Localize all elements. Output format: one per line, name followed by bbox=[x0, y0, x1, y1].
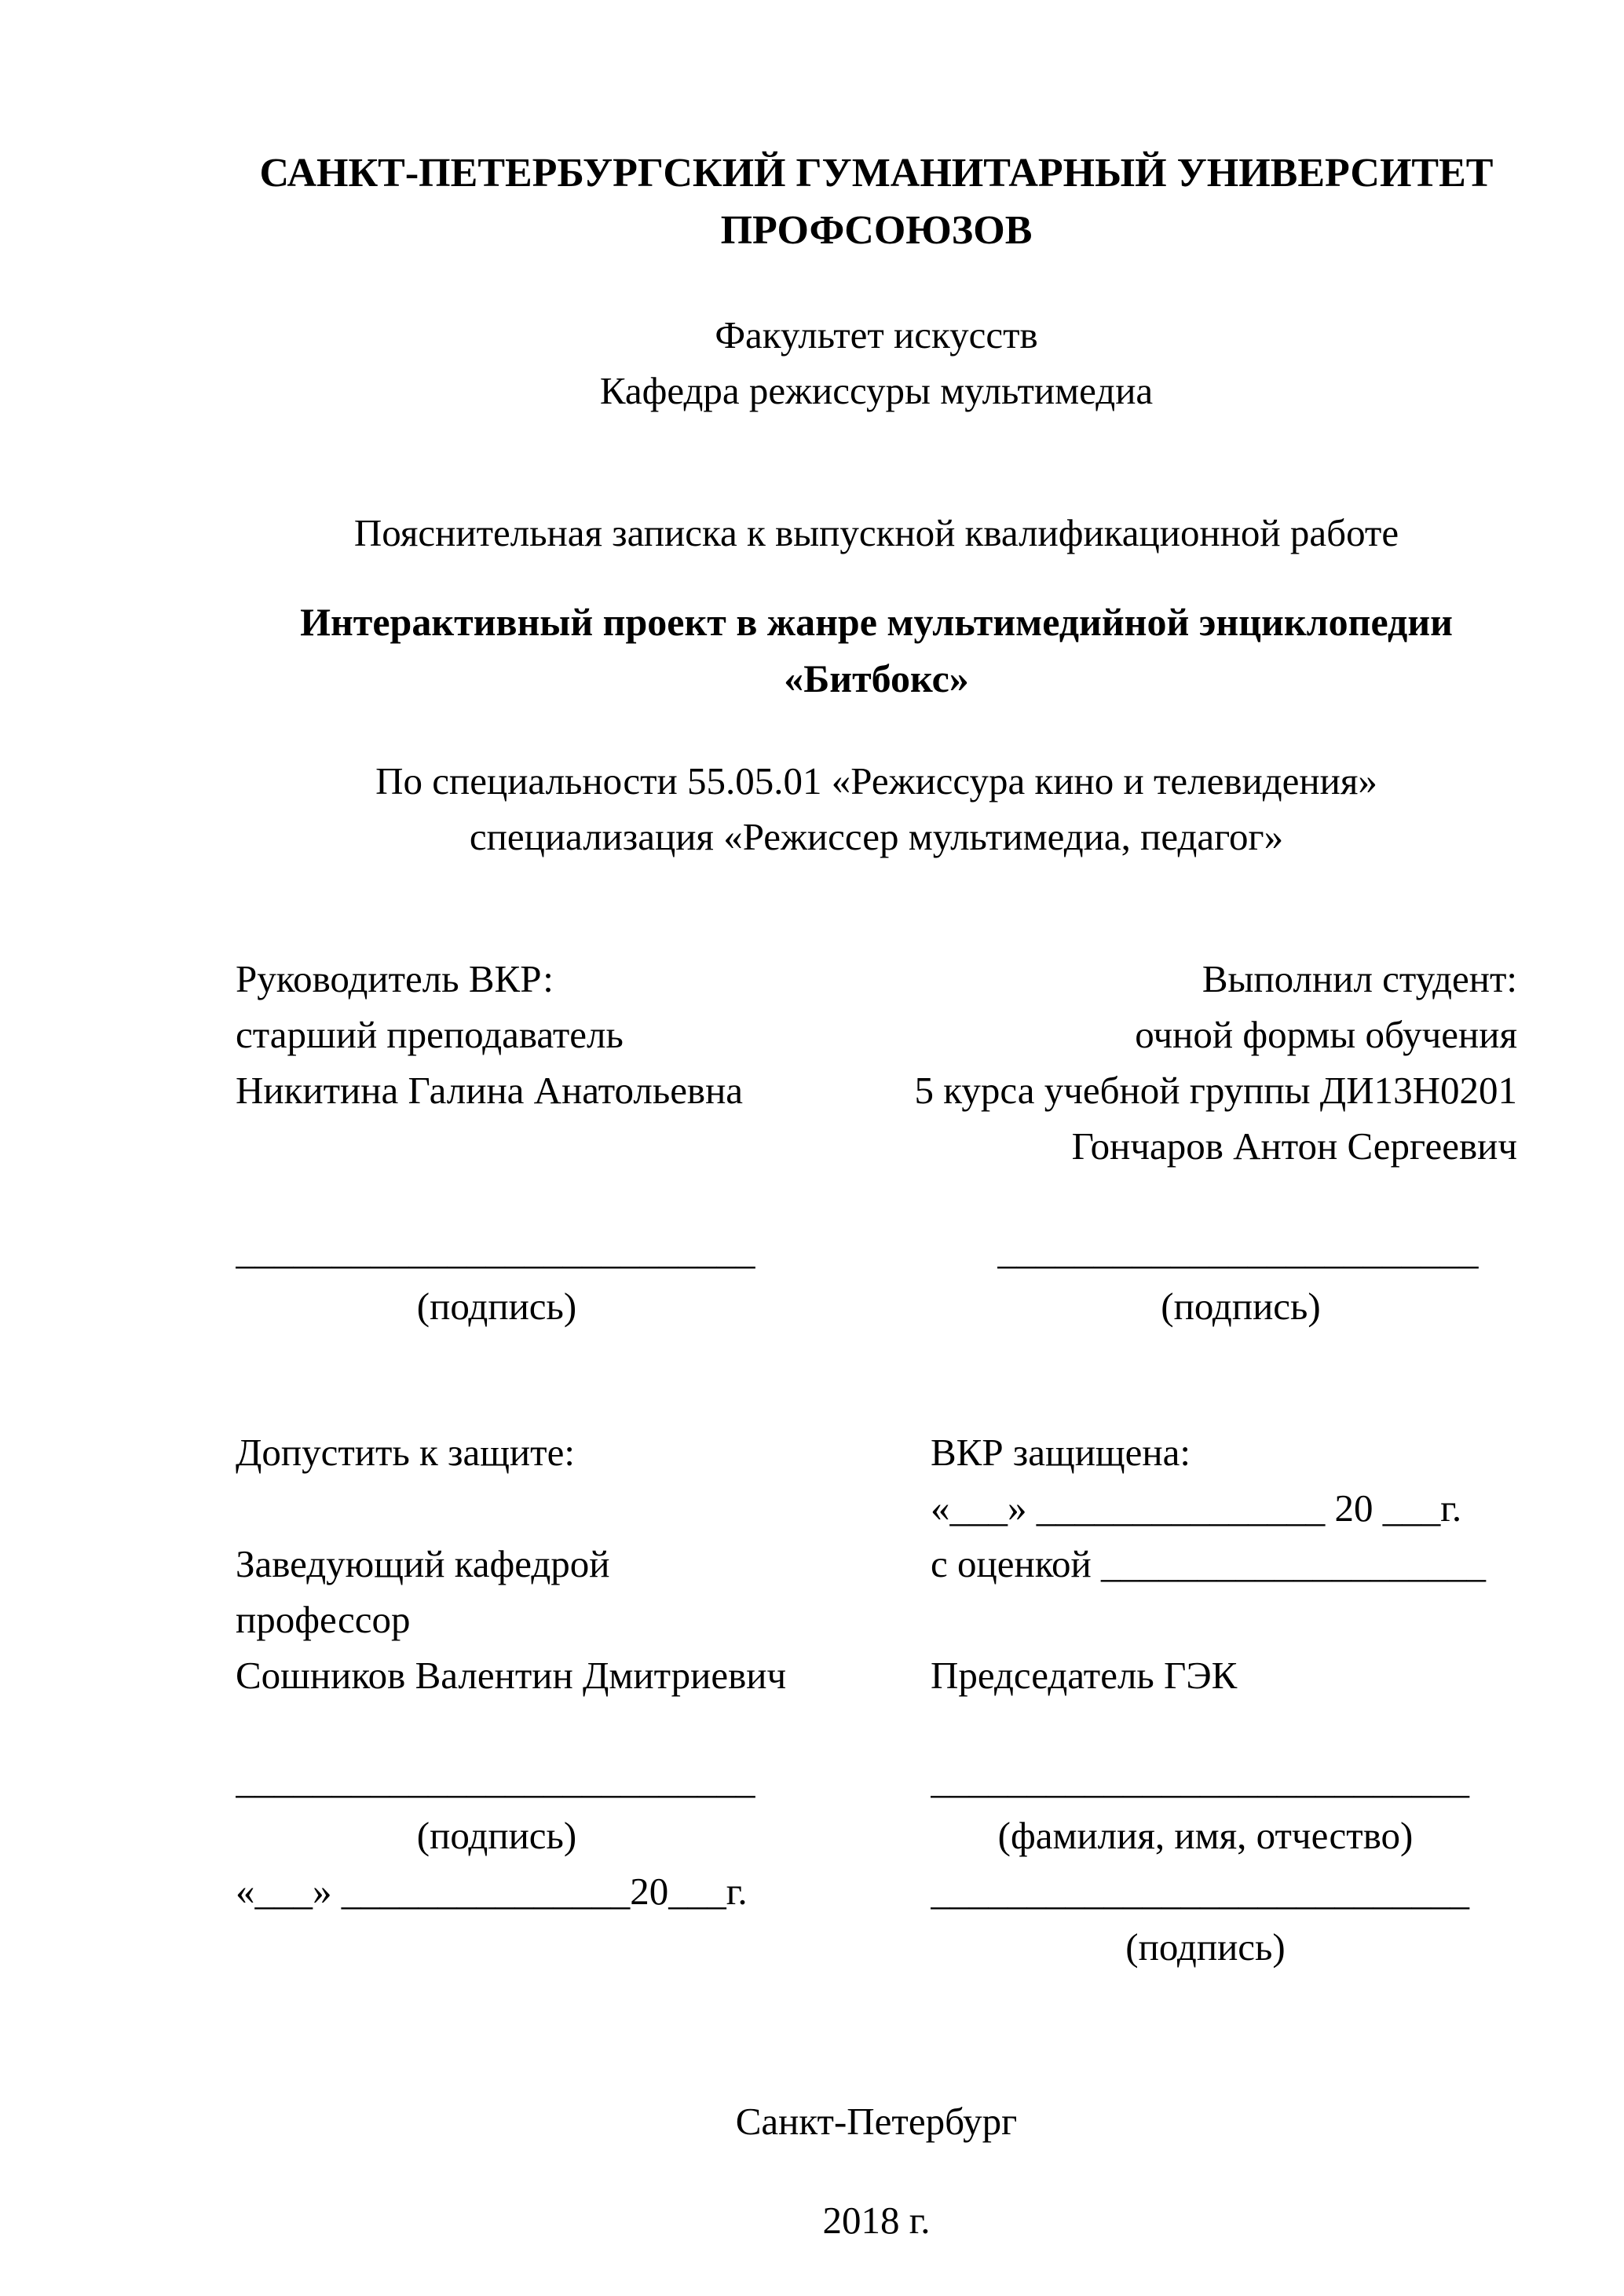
chairman-name-line: ____________________________ bbox=[931, 1758, 1469, 1802]
footer-city: Санкт-Петербург bbox=[735, 2099, 1018, 2143]
admission-date-line: «___» _______________20___г. bbox=[236, 1870, 748, 1914]
spacer bbox=[931, 1592, 1517, 1647]
admission-head-position: Заведующий кафедрой bbox=[236, 1542, 610, 1586]
bottom-signatures-block bbox=[236, 1752, 1517, 1975]
chairman-signature-inner bbox=[931, 1752, 1480, 1975]
persons-block bbox=[236, 951, 1517, 1174]
student-block bbox=[915, 951, 1518, 1174]
defense-grade-line: с оценкой ____________________ bbox=[931, 1542, 1486, 1586]
supervisor-role-label: Руководитель ВКР: bbox=[236, 956, 554, 1000]
student-group: 5 курса учебной группы ДИ13Н0201 bbox=[914, 1068, 1517, 1112]
admission-signature-caption: (подпись) bbox=[416, 1814, 577, 1858]
approval-block bbox=[236, 1424, 1517, 1703]
faculty-block bbox=[236, 307, 1517, 419]
admission-head-name: Сошников Валентин Дмитриевич bbox=[236, 1654, 787, 1698]
defense-title: ВКР защищена: bbox=[931, 1431, 1191, 1475]
defense-date-line: «___» _______________ 20 ___г. bbox=[931, 1486, 1462, 1530]
specialty-line2: специализация «Режиссер мультимедиа, педагог» bbox=[469, 814, 1284, 858]
spacer bbox=[236, 1480, 931, 1536]
student-signature-block bbox=[997, 1223, 1484, 1334]
admission-signature-block bbox=[236, 1752, 931, 1975]
chairman-name-caption: (фамилия, имя, отчество) bbox=[997, 1814, 1414, 1858]
chairman-signature-line: ____________________________ bbox=[931, 1870, 1469, 1914]
chairman-signature-caption: (подпись) bbox=[1125, 1925, 1286, 1969]
defense-chairman-label: Председатель ГЭК bbox=[931, 1654, 1238, 1698]
signature-row-top bbox=[236, 1223, 1517, 1334]
specialty-block bbox=[236, 753, 1517, 865]
university-name bbox=[236, 145, 1517, 260]
supervisor-block bbox=[236, 951, 743, 1174]
student-role-label: Выполнил студент: bbox=[1202, 956, 1517, 1000]
student-study-form: очной формы обучения bbox=[1135, 1012, 1517, 1056]
specialty-line1: По специальности 55.05.01 «Режиссура кино и телевидения» bbox=[375, 759, 1377, 803]
student-signature-line: _________________________ bbox=[997, 1229, 1479, 1273]
department-name: Кафедра режиссуры мультимедиа bbox=[599, 368, 1154, 412]
university-name-line2: ПРОФСОЮЗОВ bbox=[720, 207, 1033, 253]
work-title bbox=[236, 594, 1517, 707]
university-name-line1: САНКТ-ПЕТЕРБУРГСКИЙ ГУМАНИТАРНЫЙ УНИВЕРСИТЕТ bbox=[259, 151, 1494, 196]
note-type: Пояснительная записка к выпускной квалификационной работе bbox=[353, 510, 1399, 554]
faculty-name: Факультет искусств bbox=[715, 313, 1038, 356]
admission-signature-line: ___________________________ bbox=[236, 1758, 755, 1802]
work-title-line2: «Битбокс» bbox=[784, 656, 969, 701]
chairman-signature-block bbox=[931, 1752, 1517, 1975]
work-title-line1: Интерактивный проект в жанре мультимедийной энциклопедии bbox=[300, 599, 1453, 644]
student-name: Гончаров Антон Сергеевич bbox=[1071, 1124, 1517, 1168]
footer-year: 2018 г. bbox=[822, 2198, 931, 2242]
supervisor-signature-line: ___________________________ bbox=[236, 1229, 755, 1273]
supervisor-name: Никитина Галина Анатольевна bbox=[236, 1068, 744, 1112]
admission-signature-inner bbox=[236, 1752, 758, 1919]
admission-head-rank: профессор bbox=[236, 1598, 411, 1642]
supervisor-signature-caption: (подпись) bbox=[416, 1285, 577, 1329]
supervisor-position: старший преподаватель bbox=[236, 1012, 624, 1056]
supervisor-signature-block bbox=[236, 1223, 758, 1334]
student-signature-caption: (подпись) bbox=[1161, 1285, 1321, 1329]
admission-title: Допустить к защите: bbox=[236, 1431, 575, 1475]
